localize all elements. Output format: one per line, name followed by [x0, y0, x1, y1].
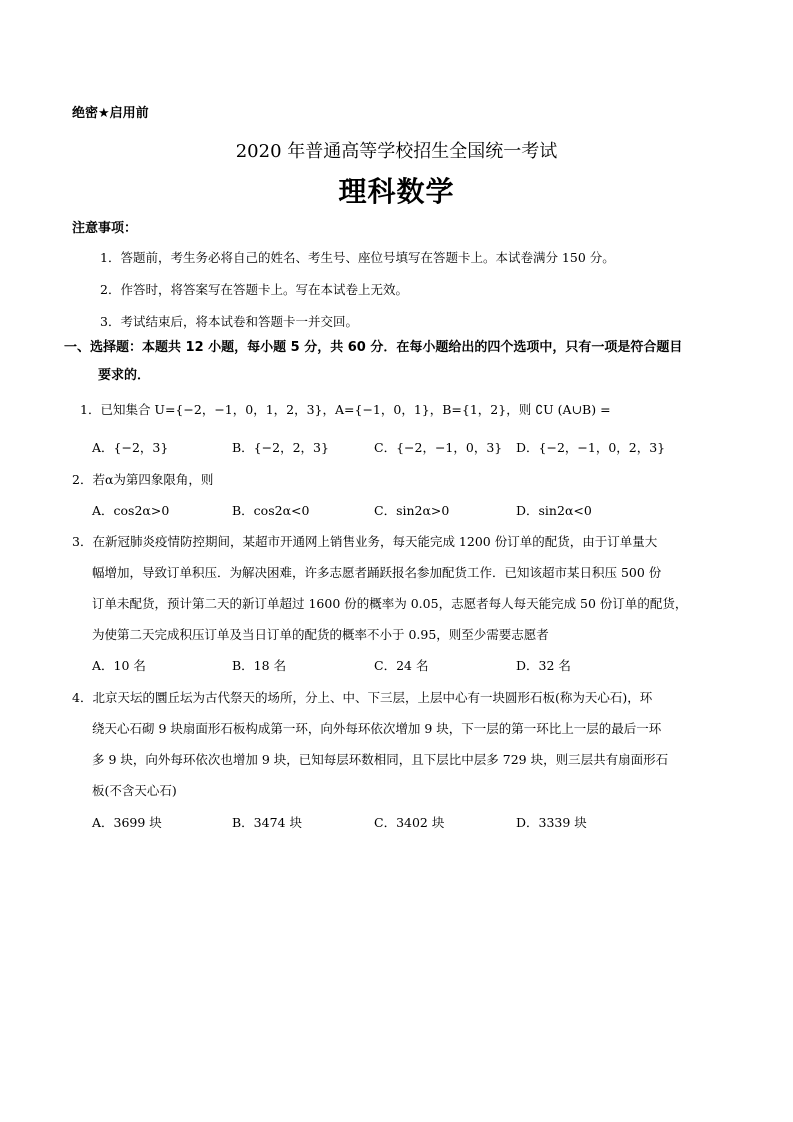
subject-title: 理科数学	[338, 175, 455, 208]
q1-option-c: C．{−2，−1，0，3}	[374, 440, 503, 455]
exam-title: 2020 年普通高等学校招生全国统一考试	[235, 141, 558, 162]
question-3-line-4: 为使第二天完成积压订单及当日订单的配货的概率不小于 0.95，则至少需要志愿者	[92, 627, 549, 642]
q2-option-a: A．cos2α>0	[92, 503, 170, 518]
q4-option-a: A．3699 块	[92, 815, 162, 830]
q3-option-a: A．10 名	[92, 658, 146, 673]
q1-option-a: A．{−2，3}	[92, 440, 169, 455]
question-3-line-1: 3．在新冠肺炎疫情防控期间，某超市开通网上销售业务，每天能完成 1200 份订单的配货，由于订单量大	[72, 534, 658, 549]
question-4-line-3: 多 9 块，向外每环依次也增加 9 块，已知每层环数相同，且下层比中层多 729 块，则三层共有扇面形石	[92, 752, 669, 767]
question-3-line-2: 幅增加，导致订单积压．为解决困难，许多志愿者踊跃报名参加配货工作．已知该超市某日积压 500 份	[92, 565, 662, 580]
q1-option-d: D．{−2，−1，0，2，3}	[516, 440, 666, 455]
secret-mark: 绝密★启用前	[72, 106, 149, 121]
question-3-line-3: 订单未配货，预计第二天的新订单超过 1600 份的概率为 0.05，志愿者每人每天能完成 50 份订单的配货，	[92, 596, 688, 611]
section-heading	[64, 334, 724, 390]
section-line-2: 要求的．	[98, 368, 151, 383]
q1-option-b: B．{−2，2，3}	[232, 440, 329, 455]
notice-heading: 注意事项：	[72, 221, 138, 236]
q3-option-b: B．18 名	[232, 658, 287, 673]
question-4-line-1: 4．北京天坛的圜丘坛为古代祭天的场所，分上、中、下三层，上层中心有一块圆形石板(称为天心石)，环	[72, 690, 653, 705]
notice-item-2: 2．作答时，将答案写在答题卡上。写在本试卷上无效。	[100, 282, 408, 297]
q2-option-b: B．cos2α<0	[232, 503, 310, 518]
question-4-line-2: 绕天心石砌 9 块扇面形石板构成第一环，向外每环依次增加 9 块，下一层的第一环比上一层的最后一环	[92, 721, 662, 736]
q4-option-d: D．3339 块	[516, 815, 587, 830]
question-2-stem: 2．若α为第四象限角，则	[72, 472, 214, 487]
question-1-stem: 1．已知集合 U={−2，−1，0，1，2，3}，A={−1，0，1}，B={1，2}，则 ∁U (A∪B) =	[80, 402, 611, 417]
q4-option-b: B．3474 块	[232, 815, 302, 830]
q4-option-c: C．3402 块	[374, 815, 445, 830]
q2-option-d: D．sin2α<0	[516, 503, 592, 518]
q3-option-c: C．24 名	[374, 658, 429, 673]
q3-option-d: D．32 名	[516, 658, 571, 673]
section-line-1: 一、选择题：本题共 12 小题，每小题 5 分，共 60 分．在每小题给出的四个选项中，只有一项是符合题目	[64, 340, 683, 355]
q2-option-c: C．sin2α>0	[374, 503, 450, 518]
notice-item-1: 1．答题前，考生务必将自己的姓名、考生号、座位号填写在答题卡上。本试卷满分 150 分。	[100, 250, 615, 265]
notice-item-3: 3．考试结束后，将本试卷和答题卡一并交回。	[100, 314, 358, 329]
question-4-line-4: 板(不含天心石)	[92, 783, 177, 798]
